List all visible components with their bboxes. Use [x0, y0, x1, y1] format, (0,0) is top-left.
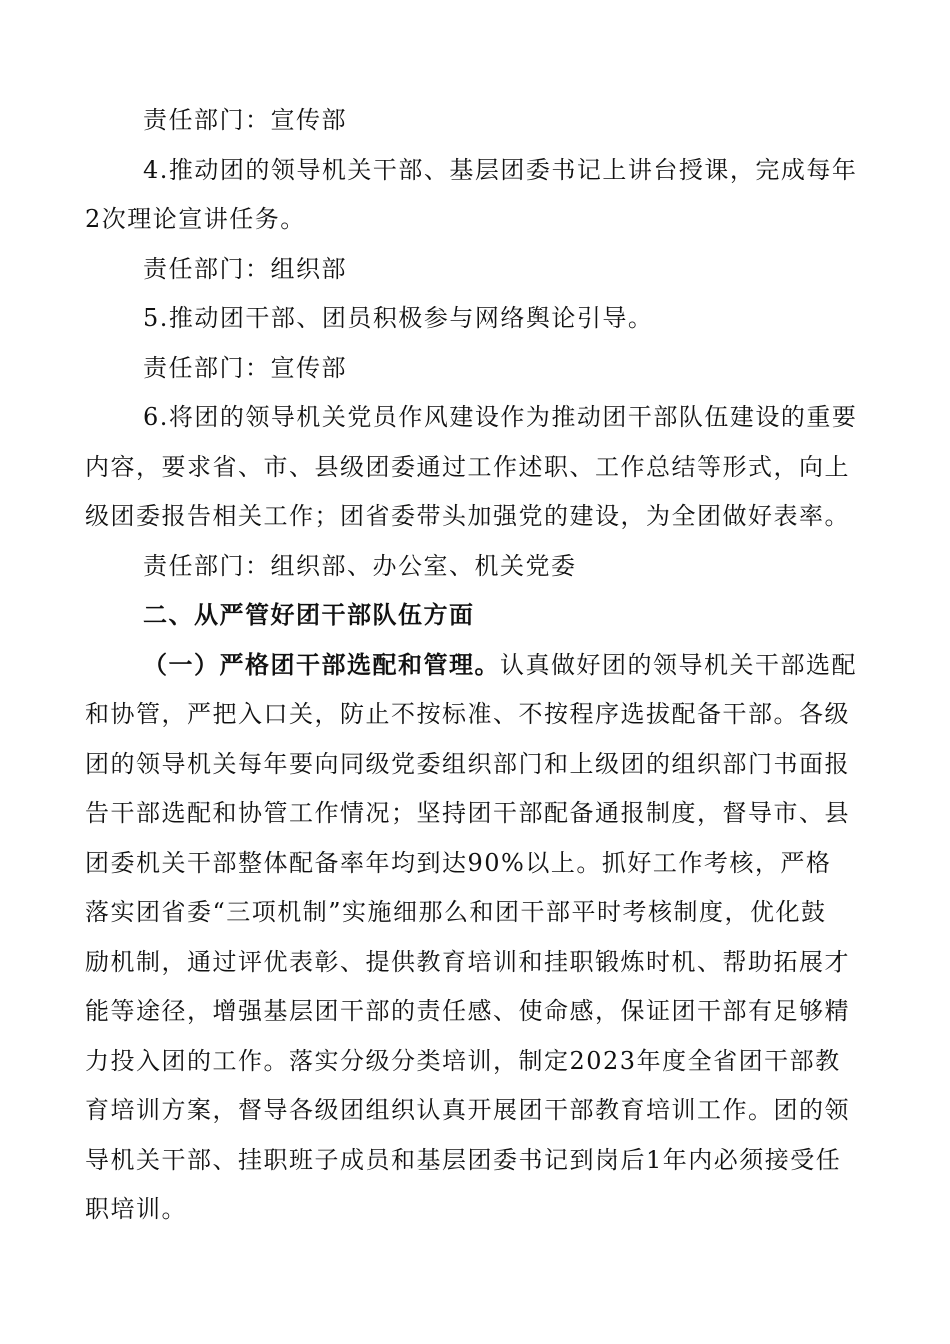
subsection-title: （一）严格团干部选配和管理。 — [143, 650, 500, 679]
paragraph-text: 认真做好团的领导机关干部选配 — [500, 650, 857, 679]
document-body — [85, 96, 858, 1235]
paragraph-lead-line — [85, 641, 855, 691]
text-line: 导机关干部、挂职班子成员和基层团委书记到岗后1年内必须接受任 — [85, 1145, 842, 1174]
text-lines — [85, 96, 858, 1235]
text-line: 力投入团的工作。落实分级分类培训，制定2023年度全省团干部教 — [85, 1046, 841, 1075]
text-line: 4.推动团的领导机关干部、基层团委书记上讲台授课，完成每年 — [143, 155, 858, 184]
text-line: 育培训方案，督导各级团组织认真开展团干部教育培训工作。团的领 — [85, 1096, 850, 1124]
text-line: 职培训。 — [85, 1195, 187, 1223]
text-line: 落实团省委“三项机制”实施细那么和团干部平时考核制度，优化鼓 — [85, 898, 827, 926]
text-line: 5.推动团干部、团员积极参与网络舆论引导。 — [143, 304, 654, 332]
text-line: 责任部门：组织部 — [143, 254, 347, 283]
text-line: 责任部门：组织部、办公室、机关党委 — [143, 551, 577, 580]
text-line: 能等途径，增强基层团干部的责任感、使命感，保证团干部有足够精 — [85, 997, 850, 1025]
text-line: 团委机关干部整体配备率年均到达90%以上。抓好工作考核，严格 — [85, 848, 832, 877]
text-line: 团的领导机关每年要向同级党委组织部门和上级团的组织部门书面报 — [85, 749, 850, 778]
section-heading-text: 二、从严管好团干部队伍方面 — [143, 601, 475, 629]
text-line: 级团委报告相关工作；团省委带头加强党的建设，为全团做好表率。 — [85, 502, 850, 530]
section-heading — [85, 591, 855, 641]
text-line: 责任部门：宣传部 — [143, 106, 347, 134]
text-line: 6.将团的领导机关党员作风建设作为推动团干部队伍建设的重要 — [143, 403, 858, 431]
text-line: 励机制，通过评优表彰、提供教育培训和挂职锻炼时机、帮助拓展才 — [85, 947, 850, 976]
text-line: 责任部门：宣传部 — [143, 353, 347, 382]
text-line: 2次理论宣讲任务。 — [85, 205, 306, 233]
text-line: 告干部选配和协管工作情况；坚持团干部配备通报制度，督导市、县 — [85, 799, 850, 827]
text-line: 内容，要求省、市、县级团委通过工作述职、工作总结等形式，向上 — [85, 452, 850, 481]
text-line: 和协管，严把入口关，防止不按标准、不按程序选拔配备干部。各级 — [85, 700, 850, 728]
